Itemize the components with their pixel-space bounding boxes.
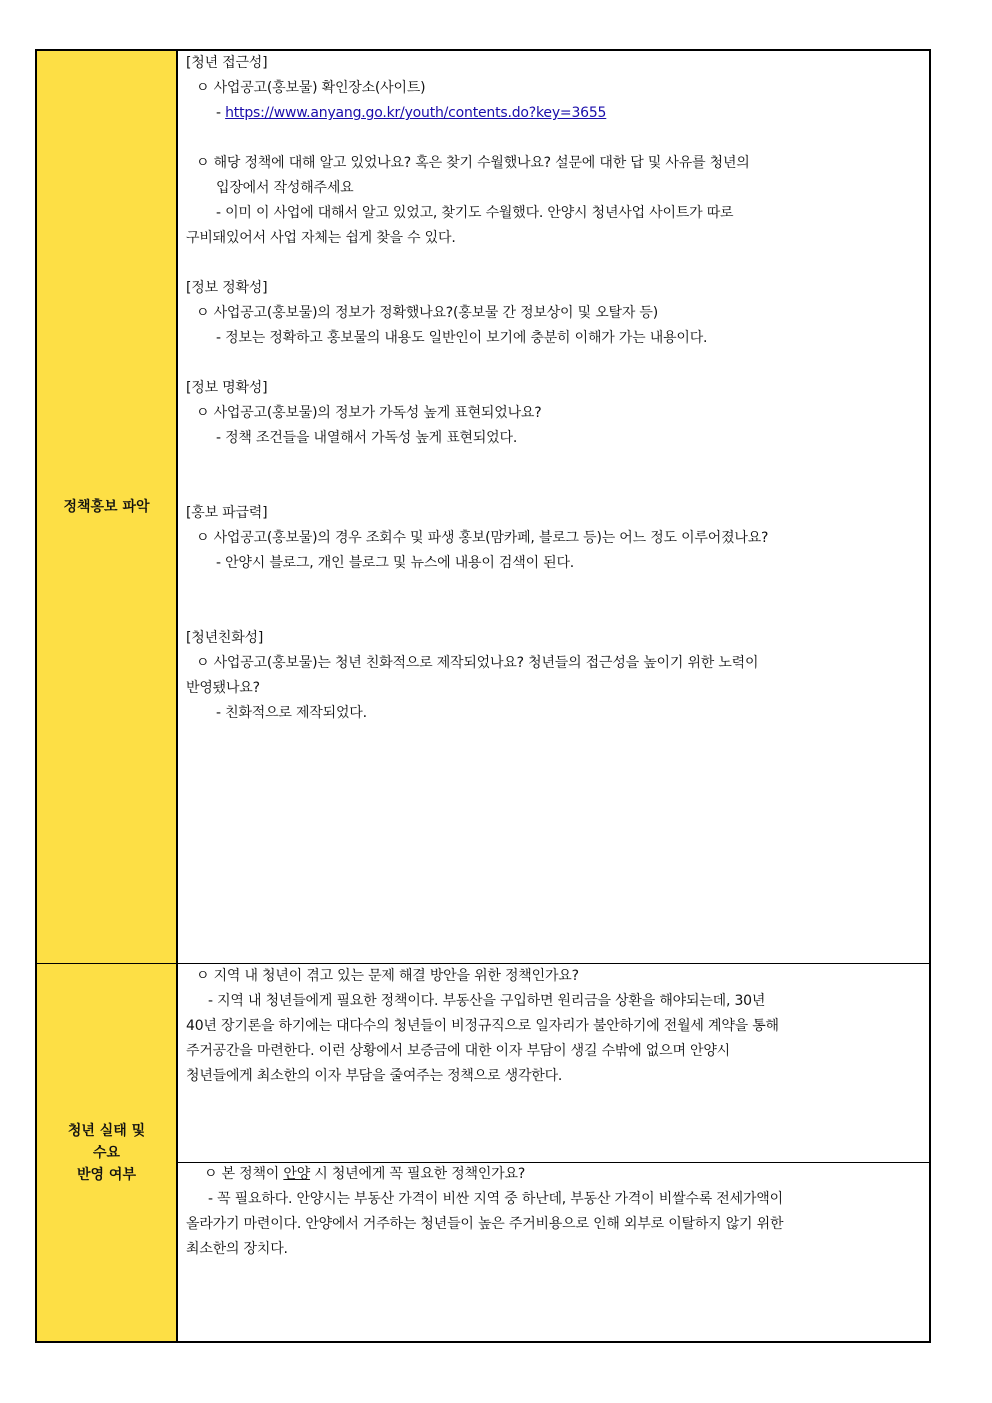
answer-text: 올라가기 마련이다. 안양에서 거주하는 청년들이 높은 주거비용으로 인해 외부로 이탈하지 않기 위한 bbox=[186, 1216, 784, 1232]
heading-promotion-reach: [홍보 파급력] bbox=[186, 505, 268, 521]
section-label-text: 청년 실태 및 수요 반영 여부 bbox=[67, 1122, 146, 1183]
answer-text: 구비돼있어서 사업 자체는 쉽게 찾을 수 있다. bbox=[186, 230, 456, 246]
youth-needs-content-part1 bbox=[178, 964, 929, 1163]
youth-needs-content-part2 bbox=[178, 1163, 929, 1341]
question-text: ㅇ 사업공고(홍보물) 확인장소(사이트) bbox=[196, 80, 426, 96]
question-text: ㅇ 사업공고(홍보물)의 정보가 정확했나요?(홍보물 간 정보상이 및 오탈자 등) bbox=[196, 305, 658, 321]
answer-text: 40년 장기론을 하기에는 대다수의 청년들이 비정규직으로 일자리가 불안하기에 전월세 계약을 통해 bbox=[186, 1018, 779, 1034]
answer-text: - 안양시 블로그, 개인 블로그 및 뉴스에 내용이 검색이 된다. bbox=[216, 555, 575, 571]
question-text: ㅇ 지역 내 청년이 겪고 있는 문제 해결 방안을 위한 정책인가요? bbox=[196, 968, 579, 984]
answer-text: - 꼭 필요하다. 안양시는 부동산 가격이 비싼 지역 중 하난데, 부동산 가격이 비쌀수록 전세가액이 bbox=[208, 1191, 783, 1207]
answer-text: - 이미 이 사업에 대해서 알고 있었고, 찾기도 수월했다. 안양시 청년사업 사이트가 따로 bbox=[216, 205, 734, 221]
answer-text: - 정보는 정확하고 홍보물의 내용도 일반인이 보기에 충분히 이해가 가는 내용이다. bbox=[216, 330, 708, 346]
question-text: ㅇ 본 정책이 안양 시 청년에게 꼭 필요한 정책인가요? bbox=[204, 1166, 526, 1182]
answer-text: 청년들에게 최소한의 이자 부담을 줄여주는 정책으로 생각한다. bbox=[186, 1068, 563, 1084]
question-text: 반영됐나요? bbox=[186, 680, 260, 696]
underlined-word: 안양 bbox=[283, 1166, 311, 1182]
heading-youth-friendliness: [청년친화성] bbox=[186, 630, 264, 646]
question-text: ㅇ 사업공고(홍보물)의 정보가 가독성 높게 표현되었나요? bbox=[196, 405, 542, 421]
answer-text: - 지역 내 청년들에게 필요한 정책이다. 부동산을 구입하면 원리금을 상환을 해야되는데, 30년 bbox=[208, 993, 766, 1009]
answer-text: - 정책 조건들을 내열해서 가독성 높게 표현되었다. bbox=[216, 430, 518, 446]
answer-text: - 친화적으로 제작되었다. bbox=[216, 705, 367, 721]
heading-youth-accessibility: [청년 접근성] bbox=[186, 55, 268, 71]
site-link-row bbox=[216, 104, 606, 122]
heading-info-accuracy: [정보 정확성] bbox=[186, 280, 268, 296]
question-text: ㅇ 사업공고(홍보물)의 경우 조회수 및 파생 홍보(맘카페, 블로그 등)는 어느 정도 이루어졌나요? bbox=[196, 530, 769, 546]
policy-promotion-content bbox=[178, 51, 929, 964]
section-label-policy-promotion bbox=[37, 51, 178, 964]
answer-text: 주거공간을 마련한다. 이런 상황에서 보증금에 대한 이자 부담이 생길 수밖에 없으며 안양시 bbox=[186, 1043, 730, 1059]
heading-info-clarity: [정보 명확성] bbox=[186, 380, 268, 396]
question-text: 입장에서 작성해주세요 bbox=[216, 180, 354, 196]
question-text: ㅇ 사업공고(홍보물)는 청년 친화적으로 제작되었나요? 청년들의 접근성을 높이기 위한 노력이 bbox=[196, 655, 759, 671]
answer-text: 최소한의 장치다. bbox=[186, 1241, 288, 1257]
dash-prefix: - bbox=[216, 105, 226, 121]
section-label-text: 정책홍보 파악 bbox=[63, 499, 150, 515]
evaluation-table bbox=[35, 49, 931, 1343]
question-text: ㅇ 해당 정책에 대해 알고 있었나요? 혹은 찾기 수월했나요? 설문에 대한 답 및 사유를 청년의 bbox=[196, 155, 750, 171]
section-label-youth-needs bbox=[37, 964, 178, 1341]
policy-site-link[interactable]: https://www.anyang.go.kr/youth/contents.do?key=3655 bbox=[225, 105, 607, 121]
